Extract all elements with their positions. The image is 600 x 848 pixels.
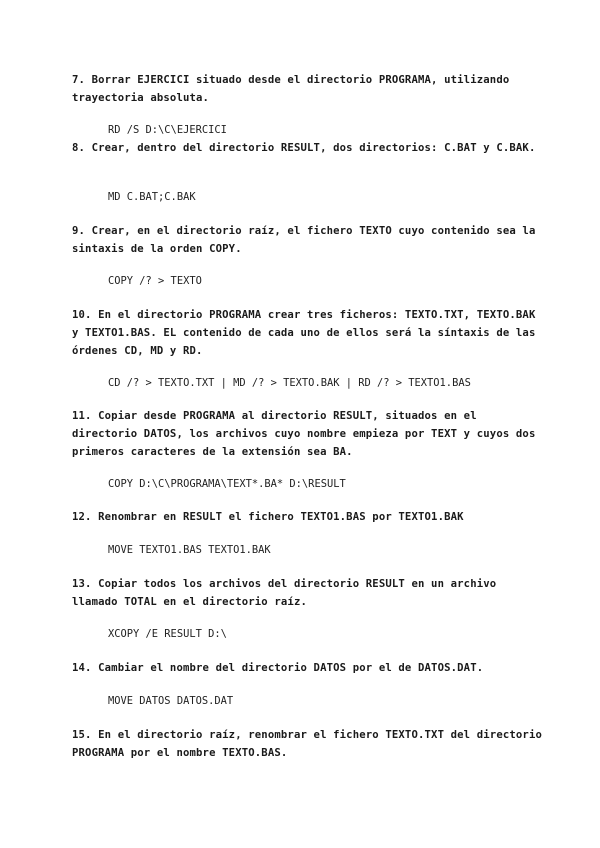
exercise-11-question: 11. Copiar desde PROGRAMA al directorio RESULT, situados en el directorio DATOS, los archivos cuyo nombre empieza por TEXT y cuyos dos primeros caracteres de la extensión sea BA. [72,410,536,458]
exercise-13-command: XCOPY /E RESULT D:\ [108,628,227,640]
exercise-13-question: 13. Copiar todos los archivos del directorio RESULT en un archivo llamado TOTAL en el directorio raíz. [72,578,497,608]
exercise-8-command: MD C.BAT;C.BAK [108,191,196,203]
exercise-15-question: 15. En el directorio raíz, renombrar el fichero TEXTO.TXT del directorio PROGRAMA por el nombre TEXTO.BAS. [72,729,543,759]
exercise-11-command: COPY D:\C\PROGRAMA\TEXT*.BA* D:\RESULT [108,478,346,490]
exercise-10-command: CD /? > TEXTO.TXT | MD /? > TEXTO.BAK | RD /? > TEXTO1.BAS [108,377,471,389]
exercise-10-question: 10. En el directorio PROGRAMA crear tres ficheros: TEXTO.TXT, TEXTO.BAK y TEXTO1.BAS. EL contenido de cada uno de ellos será la síntaxis de las órdenes CD, MD y RD. [72,309,536,357]
exercise-8-question: 8. Crear, dentro del directorio RESULT, dos directorios: C.BAT y C.BAK. [72,142,536,154]
exercise-14-command: MOVE DATOS DATOS.DAT [108,695,234,707]
exercise-9-question: 9. Crear, en el directorio raíz, el fichero TEXTO cuyo contenido sea la sintaxis de la orden COPY. [72,225,536,255]
exercise-7-command: RD /S D:\C\EJERCICI [108,124,227,136]
exercise-9-command: COPY /? > TEXTO [108,275,202,287]
exercise-7-question: 7. Borrar EJERCICI situado desde el directorio PROGRAMA, utilizando trayectoria absoluta. [72,74,510,104]
exercise-12-question: 12. Renombrar en RESULT el fichero TEXTO1.BAS por TEXTO1.BAK [72,511,464,523]
exercise-12-command: MOVE TEXTO1.BAS TEXTO1.BAK [108,544,271,556]
exercise-14-question: 14. Cambiar el nombre del directorio DATOS por el de DATOS.DAT. [72,662,484,674]
